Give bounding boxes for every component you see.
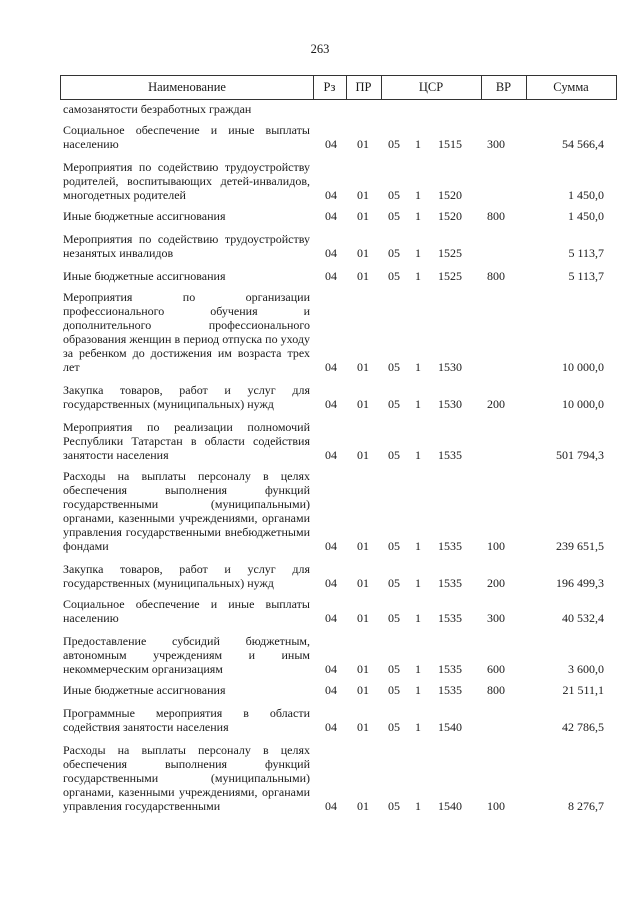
row-sum: 1 450,0 xyxy=(568,188,604,202)
row-csr-3: 1535 xyxy=(438,448,462,462)
row-rz: 04 xyxy=(325,448,337,462)
row-csr-3: 1535 xyxy=(438,683,462,697)
row-rz: 04 xyxy=(325,188,337,202)
row-csr-3: 1520 xyxy=(438,209,462,223)
row-csr-3: 1525 xyxy=(438,269,462,283)
row-rz: 04 xyxy=(325,683,337,697)
row-csr-3: 1520 xyxy=(438,188,462,202)
table-row xyxy=(60,160,617,202)
row-pr: 01 xyxy=(357,662,369,676)
row-pr: 01 xyxy=(357,539,369,553)
row-pr: 01 xyxy=(357,397,369,411)
row-name: Расходы на выплаты персоналу в целях обеспечения выполнения функций государственными (муниципальными) органами, казенными учреждениями, органами управления государственными xyxy=(63,743,310,813)
table-row xyxy=(60,383,617,411)
row-name: Закупка товаров, работ и услуг для государственных (муниципальных) нужд xyxy=(63,383,310,411)
row-csr-3: 1530 xyxy=(438,360,462,374)
row-name: Расходы на выплаты персоналу в целях обеспечения выполнения функций государственными (муниципальными) органами, казенными учреждениями, органами управления государственными внебюджетными фондами xyxy=(63,469,310,553)
table-row xyxy=(60,420,617,462)
row-vr: 800 xyxy=(487,209,505,223)
row-pr: 01 xyxy=(357,720,369,734)
table-row xyxy=(60,597,617,625)
table-row xyxy=(60,209,617,223)
row-csr-2: 1 xyxy=(415,539,421,553)
row-rz: 04 xyxy=(325,662,337,676)
row-sum: 501 794,3 xyxy=(556,448,604,462)
row-sum: 1 450,0 xyxy=(568,209,604,223)
row-csr-1: 05 xyxy=(388,448,400,462)
row-pr: 01 xyxy=(357,137,369,151)
row-name: Мероприятия по организации профессионального обучения и дополнительного профессионального образования женщин в период отпуска по уходу за ребенком до достижения им возраста трех лет xyxy=(63,290,310,374)
row-name: самозанятости безработных граждан xyxy=(63,102,252,116)
row-csr-2: 1 xyxy=(415,269,421,283)
table-row xyxy=(60,232,617,260)
row-csr-2: 1 xyxy=(415,397,421,411)
row-csr-2: 1 xyxy=(415,188,421,202)
row-sum: 10 000,0 xyxy=(562,360,604,374)
row-csr-1: 05 xyxy=(388,397,400,411)
row-sum: 42 786,5 xyxy=(562,720,604,734)
row-csr-3: 1535 xyxy=(438,576,462,590)
table-header xyxy=(60,75,617,100)
table-row xyxy=(60,562,617,590)
budget-table xyxy=(60,75,617,816)
row-sum: 239 651,5 xyxy=(556,539,604,553)
row-csr-1: 05 xyxy=(388,209,400,223)
row-csr-1: 05 xyxy=(388,269,400,283)
row-sum: 40 532,4 xyxy=(562,611,604,625)
row-name: Иные бюджетные ассигнования xyxy=(63,269,226,283)
row-csr-1: 05 xyxy=(388,539,400,553)
row-csr-2: 1 xyxy=(415,720,421,734)
row-csr-1: 05 xyxy=(388,246,400,260)
header-name: Наименование xyxy=(148,80,226,94)
row-vr: 300 xyxy=(487,137,505,151)
row-csr-3: 1540 xyxy=(438,720,462,734)
row-rz: 04 xyxy=(325,269,337,283)
row-sum: 3 600,0 xyxy=(568,662,604,676)
row-rz: 04 xyxy=(325,137,337,151)
table-row xyxy=(60,469,617,553)
row-csr-3: 1535 xyxy=(438,662,462,676)
row-csr-3: 1540 xyxy=(438,799,462,813)
row-csr-3: 1535 xyxy=(438,539,462,553)
table-row xyxy=(60,123,617,151)
row-csr-2: 1 xyxy=(415,137,421,151)
row-csr-1: 05 xyxy=(388,576,400,590)
row-rz: 04 xyxy=(325,246,337,260)
row-pr: 01 xyxy=(357,360,369,374)
table-row xyxy=(60,269,617,283)
row-name: Социальное обеспечение и иные выплаты населению xyxy=(63,597,310,625)
row-csr-1: 05 xyxy=(388,683,400,697)
table-row xyxy=(60,102,617,116)
row-sum: 54 566,4 xyxy=(562,137,604,151)
row-vr: 300 xyxy=(487,611,505,625)
table-row xyxy=(60,706,617,734)
row-rz: 04 xyxy=(325,209,337,223)
row-csr-2: 1 xyxy=(415,246,421,260)
row-csr-2: 1 xyxy=(415,209,421,223)
row-vr: 100 xyxy=(487,539,505,553)
row-rz: 04 xyxy=(325,799,337,813)
row-pr: 01 xyxy=(357,269,369,283)
row-csr-1: 05 xyxy=(388,662,400,676)
row-name: Социальное обеспечение и иные выплаты населению xyxy=(63,123,310,151)
row-sum: 196 499,3 xyxy=(556,576,604,590)
row-sum: 5 113,7 xyxy=(568,269,604,283)
row-pr: 01 xyxy=(357,799,369,813)
row-pr: 01 xyxy=(357,188,369,202)
row-name: Предоставление субсидий бюджетным, автономным учреждениям и иным некоммерческим организациям xyxy=(63,634,310,676)
row-rz: 04 xyxy=(325,539,337,553)
row-name: Мероприятия по содействию трудоустройству родителей, воспитывающих детей-инвалидов, многодетных родителей xyxy=(63,160,310,202)
row-csr-2: 1 xyxy=(415,683,421,697)
row-csr-2: 1 xyxy=(415,576,421,590)
row-vr: 600 xyxy=(487,662,505,676)
row-rz: 04 xyxy=(325,397,337,411)
row-rz: 04 xyxy=(325,360,337,374)
row-pr: 01 xyxy=(357,209,369,223)
table-row xyxy=(60,290,617,374)
row-csr-2: 1 xyxy=(415,611,421,625)
row-csr-2: 1 xyxy=(415,799,421,813)
row-sum: 10 000,0 xyxy=(562,397,604,411)
row-pr: 01 xyxy=(357,611,369,625)
row-name: Мероприятия по реализации полномочий Республики Татарстан в области содействия занятости населения xyxy=(63,420,310,462)
row-sum: 21 511,1 xyxy=(562,683,604,697)
table-body xyxy=(60,102,617,813)
row-csr-3: 1535 xyxy=(438,611,462,625)
row-vr: 800 xyxy=(487,269,505,283)
row-pr: 01 xyxy=(357,246,369,260)
row-rz: 04 xyxy=(325,611,337,625)
row-csr-2: 1 xyxy=(415,448,421,462)
row-csr-2: 1 xyxy=(415,360,421,374)
row-pr: 01 xyxy=(357,448,369,462)
page-number: 263 xyxy=(310,42,330,56)
row-vr: 100 xyxy=(487,799,505,813)
row-csr-3: 1530 xyxy=(438,397,462,411)
row-csr-1: 05 xyxy=(388,611,400,625)
row-pr: 01 xyxy=(357,576,369,590)
row-pr: 01 xyxy=(357,683,369,697)
row-csr-1: 05 xyxy=(388,137,400,151)
row-name: Закупка товаров, работ и услуг для государственных (муниципальных) нужд xyxy=(63,562,310,590)
row-rz: 04 xyxy=(325,720,337,734)
row-sum: 8 276,7 xyxy=(568,799,604,813)
row-rz: 04 xyxy=(325,576,337,590)
table-row xyxy=(60,683,617,697)
row-vr: 200 xyxy=(487,397,505,411)
row-vr: 800 xyxy=(487,683,505,697)
row-name: Мероприятия по содействию трудоустройству незанятых инвалидов xyxy=(63,232,310,260)
row-vr: 200 xyxy=(487,576,505,590)
header-vr: ВР xyxy=(495,80,512,94)
row-csr-2: 1 xyxy=(415,662,421,676)
row-csr-1: 05 xyxy=(388,188,400,202)
row-name: Программные мероприятия в области содействия занятости населения xyxy=(63,706,310,734)
row-csr-1: 05 xyxy=(388,360,400,374)
row-csr-1: 05 xyxy=(388,720,400,734)
row-sum: 5 113,7 xyxy=(568,246,604,260)
table-row xyxy=(60,634,617,676)
header-rz: Рз xyxy=(323,80,336,94)
row-csr-1: 05 xyxy=(388,799,400,813)
header-csr: ЦСР xyxy=(418,80,444,94)
header-sum: Сумма xyxy=(553,80,589,94)
row-csr-3: 1515 xyxy=(438,137,462,151)
row-name: Иные бюджетные ассигнования xyxy=(63,683,226,697)
table-row xyxy=(60,743,617,813)
row-csr-3: 1525 xyxy=(438,246,462,260)
row-name: Иные бюджетные ассигнования xyxy=(63,209,226,223)
header-pr: ПР xyxy=(355,80,372,94)
